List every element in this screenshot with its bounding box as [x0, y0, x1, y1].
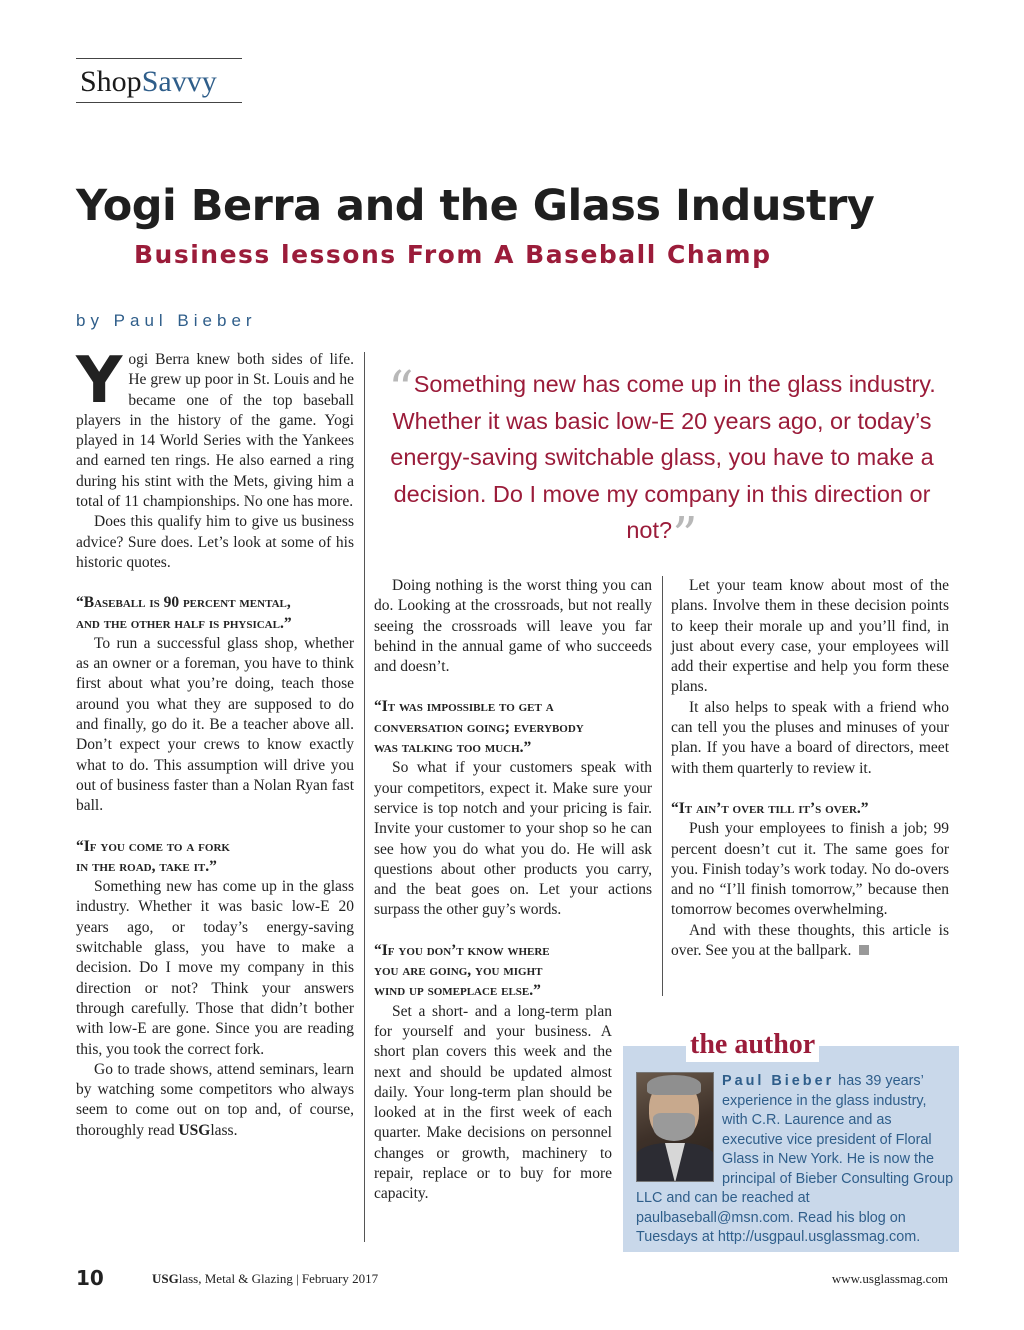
paragraph: To run a successful glass shop, whether as an owner or a foreman, you have to think first about what you’re doing, teach those around you what they are supposed to do and finally, go do it. Be a teacher above all. Don’t expect your crews to know exactly what to do. This assumption will drive you out of business faster than a Nolan Ryan fast ball. — [76, 634, 354, 815]
article-byline: by Paul Bieber — [76, 311, 257, 330]
quote-heading — [374, 697, 652, 758]
quote-heading-line: “Baseball is 90 percent mental, — [76, 594, 291, 612]
paragraph: Let your team know about most of the plans. Involve them in these decision points to keep their morale up and you’ll find, in just about every case, your employees will add their expertise and help you form these plans. — [671, 577, 949, 696]
website-url: www.usglassmag.com — [831, 1271, 948, 1286]
quote-heading-line: “It was impossible to get a — [374, 698, 554, 716]
section-tag — [76, 58, 242, 103]
publication-info — [152, 1271, 378, 1287]
end-mark-icon — [859, 945, 869, 955]
close-quote-mark: ” — [672, 506, 698, 564]
page-number: 10 — [76, 1266, 104, 1290]
quote-heading — [671, 799, 949, 819]
paragraph-text: And with these thoughts, this article is over. See you at the ballpark. — [671, 921, 949, 960]
pull-quote — [372, 360, 952, 564]
paragraph: So what if your customers speak with your competitors, expect it. Make sure your service is top notch and your pricing is fair. Invite your customer to your shop so he can see how you do what you do. He will ask questions about other products you carry, and the beat goes on. Let your actions surpass the other guy’s words. — [374, 759, 652, 919]
page-footer — [76, 1266, 948, 1290]
paragraph: Something new has come up in the glass industry. Whether it was basic low-E 20 years ago, or today’s energy-saving switchable glass, you have to make a decision. Do I move my company in this direction or not? Think your answers through carefully. Those that didn’t bother with low-E are gone. Since you are reading this, you took the correct fork. — [76, 878, 354, 1058]
author-box-title: the author — [686, 1028, 819, 1062]
quote-heading-line: “If you come to a fork — [76, 837, 230, 855]
column-divider — [662, 576, 663, 996]
paragraph-text: lass. — [210, 1121, 238, 1139]
usg-bold: USG — [178, 1121, 211, 1139]
photo-spacer — [636, 1072, 722, 1189]
paragraph: Push your employees to finish a job; 99 percent doesn’t cut it. The same goes for you. Finish today’s work today. No do-overs and no “I’ll finish tomorrow,” because then tomorrow becomes overwhelming. — [671, 820, 949, 919]
publication-rest: lass, Metal & Glazing | February 2017 — [178, 1271, 379, 1286]
quote-heading — [76, 593, 354, 634]
quote-heading-line: and the other half is physical.” — [76, 614, 292, 632]
quote-heading-line: wind up someplace else.” — [374, 982, 541, 1000]
column-3 — [671, 576, 949, 961]
quote-heading — [374, 941, 652, 1002]
intro-text: ogi Berra knew both sides of life. He grew up poor in St. Louis and he became one of the top baseball players in the history of the game. Yogi played in 14 World Series with the Yankees and earned ten rings. He also earned a ring during his stint with the Mets, giving him a total of 11 championships. No one has more. — [76, 351, 354, 511]
column-divider — [364, 352, 365, 1242]
quote-heading-line: was talking too much.” — [374, 739, 532, 757]
author-name: Paul Bieber — [722, 1073, 835, 1089]
author-bio-text: has 39 years’ experience in the glass industry, with C.R. Laurence and as executive vice president of Floral Glass in New York. He is now the principal of Bieber Consulting Group LLC and can be reached at paulbaseball@msn.com. Read his blog on Tuesdays at http://usgpaul.usglassmag.com. — [636, 1073, 954, 1245]
author-bio — [636, 1072, 954, 1248]
quote-heading-line: “If you don’t know where — [374, 941, 550, 959]
paragraph: Does this qualify him to give us business advice? Sure does. Let’s look at some of his historic quotes. — [76, 513, 354, 571]
paragraph: It also helps to speak with a friend who can tell you the pluses and minuses of your plan. If you have a board of directors, meet with them quarterly to review it. — [671, 698, 949, 777]
open-quote-mark: “ — [388, 360, 414, 418]
pull-quote-text: Something new has come up in the glass industry. Whether it was basic low-E 20 years ago, or today’s energy-saving switchable glass, you have to make a decision. Do I move my company in this direction or not? — [390, 371, 936, 543]
section-tag-shop: Shop — [80, 65, 142, 98]
publication-bold: USG — [152, 1271, 179, 1286]
intro-paragraph — [76, 344, 354, 512]
paragraph: Set a short- and a long-term plan for yourself and your business. A short plan covers this week and the next and should be updated almost daily. Your long-term plan should be looked at in the first week of each quarter. Make decisions on personnel changes or growth, machinery to repair, replace or to buy for more capacity. — [374, 1002, 612, 1203]
section-tag-savvy: Savvy — [141, 65, 217, 98]
column-2 — [374, 576, 652, 1205]
quote-heading-line: you are going, you might — [374, 962, 543, 980]
paragraph-text: Go to trade shows, attend seminars, learn by watching some competitors who always seem to come out on top and, of course, thoroughly read — [76, 1060, 354, 1139]
article-subhead: Business lessons From A Baseball Champ — [134, 240, 772, 269]
column-1 — [76, 344, 354, 1141]
quote-heading-line: “It ain’t over till it’s over.” — [671, 799, 869, 817]
paragraph — [76, 1060, 354, 1141]
quote-heading-line: in the road, take it.” — [76, 857, 217, 875]
quote-heading — [76, 837, 354, 878]
paragraph: Doing nothing is the worst thing you can do. Looking at the crossroads, but not really seeing the crossroads will leave you far behind in the annual game of who succeeds and doesn’t. — [374, 577, 652, 676]
closing-paragraph — [671, 921, 949, 962]
quote-heading-line: conversation going; everybody — [374, 718, 584, 736]
article-headline: Yogi Berra and the Glass Industry — [76, 181, 875, 231]
drop-cap: Y — [76, 344, 123, 418]
